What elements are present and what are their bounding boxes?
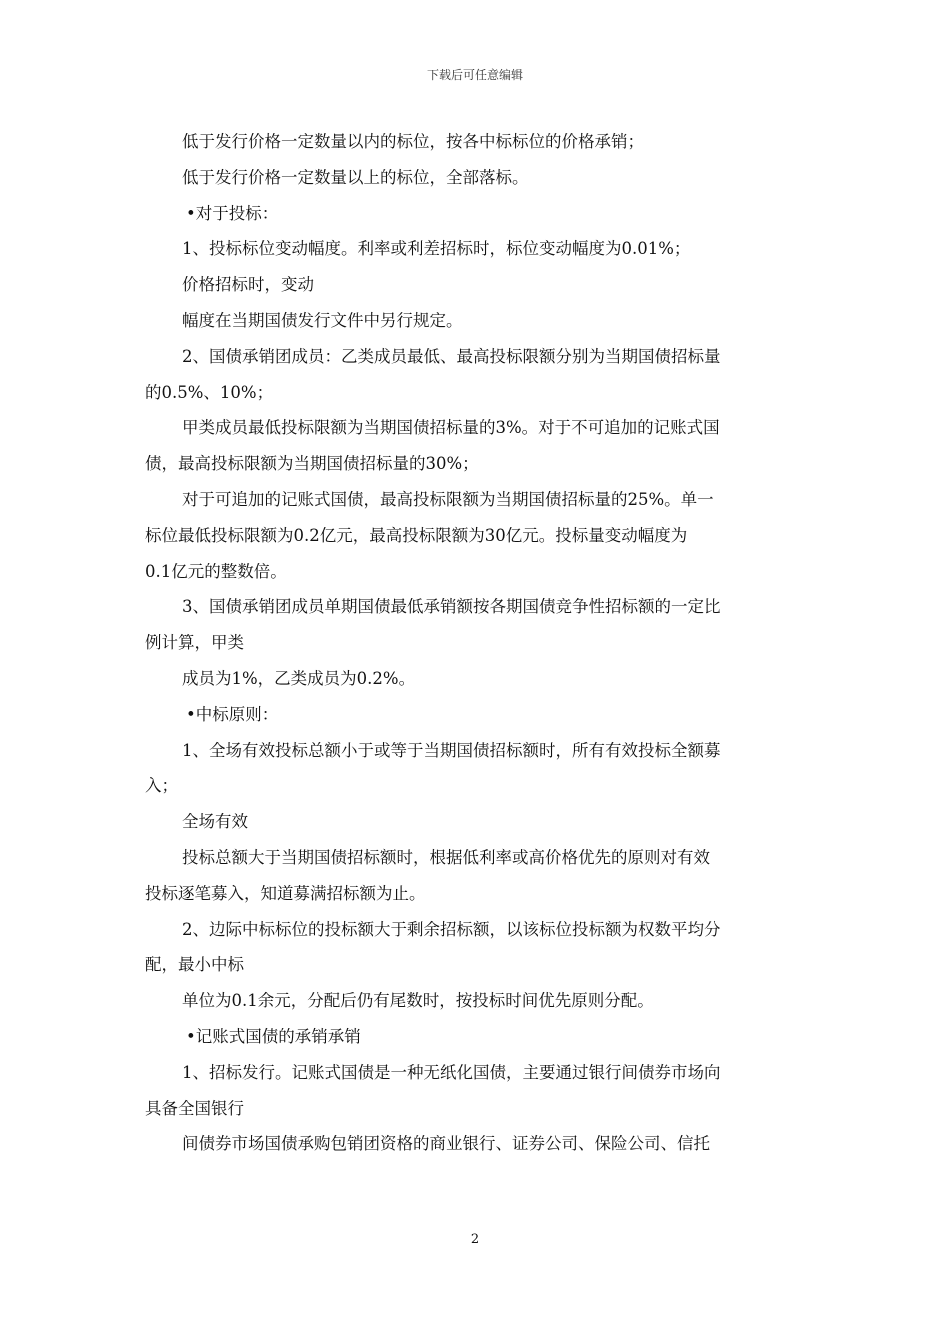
text-line: 间债券市场国债承购包销团资格的商业银行、证券公司、保险公司、信托 bbox=[182, 1134, 710, 1154]
text-line: 投标逐笔募入，知道募满招标额为止。 bbox=[145, 883, 426, 903]
text-line: 1、投标标位变动幅度。利率或利差招标时，标位变动幅度为0.01%； bbox=[182, 239, 691, 259]
page-header: 下载后可任意编辑 bbox=[426, 68, 523, 82]
text-line: 对于可追加的记账式国债，最高投标限额为当期国债招标量的25%。单一 bbox=[182, 489, 714, 509]
text-line: 入； bbox=[145, 776, 178, 796]
text-line: 标位最低投标限额为0.2亿元，最高投标限额为30亿元。投标量变动幅度为 bbox=[145, 525, 688, 545]
text-line: 低于发行价格一定数量以上的标位，全部落标。 bbox=[182, 167, 529, 187]
text-line: 2、国债承销团成员：乙类成员最低、最高投标限额分别为当期国债招标量 bbox=[182, 346, 721, 366]
text-line: 1、全场有效投标总额小于或等于当期国债招标额时，所有有效投标全额募 bbox=[182, 740, 721, 760]
text-line: 1、招标发行。记账式国债是一种无纸化国债，主要通过银行间债券市场向 bbox=[182, 1062, 721, 1082]
bullet-heading: •中标原则： bbox=[186, 704, 279, 724]
text-line: 0.1亿元的整数倍。 bbox=[145, 561, 287, 581]
text-line: 例计算，甲类 bbox=[145, 633, 244, 653]
text-line: 具备全国银行 bbox=[145, 1098, 244, 1118]
document-body bbox=[145, 124, 807, 1162]
text-line: 2、边际中标标位的投标额大于剩余招标额，以该标位投标额为权数平均分 bbox=[182, 919, 721, 939]
text-line: 价格招标时，变动 bbox=[182, 275, 314, 295]
text-line: 甲类成员最低投标限额为当期国债招标量的3%。对于不可追加的记账式国 bbox=[182, 418, 720, 438]
text-line: 3、国债承销团成员单期国债最低承销额按各期国债竞争性招标额的一定比 bbox=[182, 597, 721, 617]
text-line: 幅度在当期国债发行文件中另行规定。 bbox=[182, 310, 463, 330]
bullet-heading: •对于投标： bbox=[186, 203, 279, 223]
text-line: 低于发行价格一定数量以内的标位，按各中标标位的价格承销； bbox=[182, 132, 644, 151]
text-line: 债，最高投标限额为当期国债招标量的30%； bbox=[145, 454, 479, 474]
page-number: 2 bbox=[470, 1232, 480, 1247]
text-line: 全场有效 bbox=[182, 812, 248, 832]
text-line: 成员为1%，乙类成员为0.2%。 bbox=[182, 668, 416, 688]
text-line: 配，最小中标 bbox=[145, 955, 244, 975]
text-line: 的0.5%、10%； bbox=[145, 382, 274, 402]
text-line: 单位为0.1余元，分配后仍有尾数时，按投标时间优先原则分配。 bbox=[182, 991, 654, 1011]
bullet-heading: •记账式国债的承销承销 bbox=[186, 1026, 361, 1046]
text-line: 投标总额大于当期国债招标额时，根据低利率或高价格优先的原则对有效 bbox=[182, 847, 710, 867]
